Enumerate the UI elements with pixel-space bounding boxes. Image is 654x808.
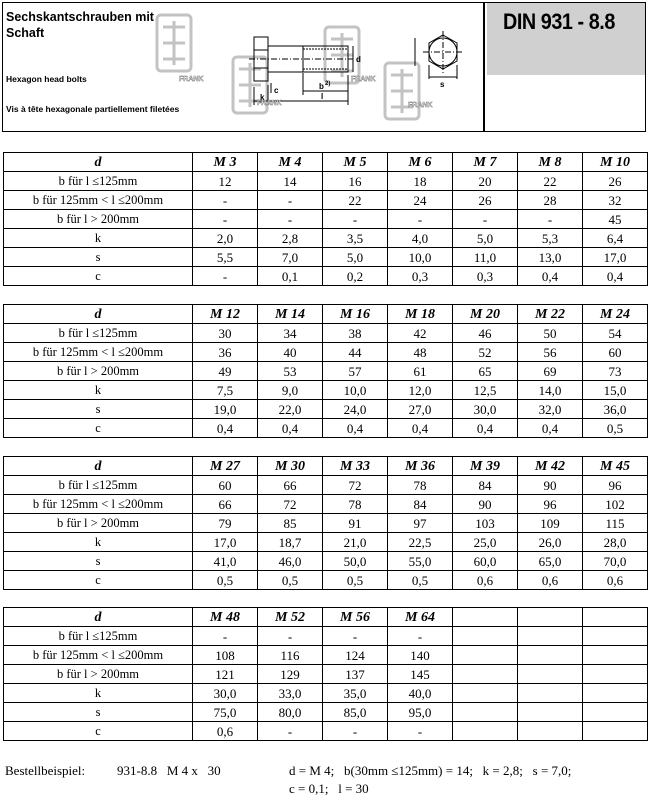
table-cell: 0,3 xyxy=(453,267,518,286)
row-label: s xyxy=(4,400,193,419)
table-cell: 84 xyxy=(453,476,518,495)
table-cell: 90 xyxy=(453,495,518,514)
table-cell: 24,0 xyxy=(323,400,388,419)
table-cell: 0,5 xyxy=(193,571,258,590)
row-label: k xyxy=(4,533,193,552)
title-english: Hexagon head bolts xyxy=(6,74,87,84)
table-cell: 6,4 xyxy=(583,229,648,248)
table-cell: - xyxy=(193,191,258,210)
table-cell: 34 xyxy=(258,324,323,343)
table-cell: 7,0 xyxy=(258,248,323,267)
table-cell xyxy=(583,684,648,703)
table-row xyxy=(4,514,648,533)
table-cell: 60 xyxy=(583,343,648,362)
table-cell: 3,5 xyxy=(323,229,388,248)
table-cell: 57 xyxy=(323,362,388,381)
table-cell xyxy=(453,665,518,684)
table-cell: 0,5 xyxy=(323,571,388,590)
table-cell: 17,0 xyxy=(193,533,258,552)
table-cell: 10,0 xyxy=(388,248,453,267)
table-cell xyxy=(518,722,583,741)
watermark-text: FRANK xyxy=(408,102,433,109)
row-label: b für 125mm < l ≤200mm xyxy=(4,191,193,210)
table-cell: 0,6 xyxy=(193,722,258,741)
table-cell: 0,4 xyxy=(323,419,388,438)
row-label: b für l > 200mm xyxy=(4,210,193,229)
row-label: b für l > 200mm xyxy=(4,665,193,684)
table-cell: 2,0 xyxy=(193,229,258,248)
table-cell: 124 xyxy=(323,646,388,665)
table-cell xyxy=(583,665,648,684)
column-header-size: M 7 xyxy=(453,153,518,172)
table-cell: - xyxy=(193,627,258,646)
watermark-text: FRANK xyxy=(257,100,282,107)
table-cell: 16 xyxy=(323,172,388,191)
row-label: b für 125mm < l ≤200mm xyxy=(4,343,193,362)
column-header-size: M 14 xyxy=(258,305,323,324)
table-cell: 17,0 xyxy=(583,248,648,267)
row-label: s xyxy=(4,248,193,267)
table-cell: 0,4 xyxy=(193,419,258,438)
column-header-size: M 45 xyxy=(583,457,648,476)
table-cell: 97 xyxy=(388,514,453,533)
table-cell: 72 xyxy=(258,495,323,514)
table-cell: 10,0 xyxy=(323,381,388,400)
table-cell: 46 xyxy=(453,324,518,343)
column-header-d: d xyxy=(4,457,193,476)
table-cell: 79 xyxy=(193,514,258,533)
column-header-d: d xyxy=(4,305,193,324)
table-cell: 5,3 xyxy=(518,229,583,248)
table-row xyxy=(4,400,648,419)
order-designation: 931-8.8 M 4 x 30 xyxy=(117,763,221,778)
table-cell: 11,0 xyxy=(453,248,518,267)
table-cell: 33,0 xyxy=(258,684,323,703)
table-cell: 14,0 xyxy=(518,381,583,400)
row-label: k xyxy=(4,381,193,400)
table-cell: 0,4 xyxy=(518,419,583,438)
table-cell: 22 xyxy=(518,172,583,191)
table-cell: 84 xyxy=(388,495,453,514)
table-row xyxy=(4,684,648,703)
table-cell: 35,0 xyxy=(323,684,388,703)
table-cell: 40 xyxy=(258,343,323,362)
table-cell: 66 xyxy=(193,495,258,514)
table-cell: 90 xyxy=(518,476,583,495)
standard-panel xyxy=(487,3,645,75)
table-cell: 80,0 xyxy=(258,703,323,722)
column-header-size: M 10 xyxy=(583,153,648,172)
column-header-size: M 27 xyxy=(193,457,258,476)
row-label: b für l ≤125mm xyxy=(4,324,193,343)
column-header-size: M 30 xyxy=(258,457,323,476)
row-label: b für l ≤125mm xyxy=(4,627,193,646)
table-cell: 73 xyxy=(583,362,648,381)
table-cell: 85 xyxy=(258,514,323,533)
column-header-size: M 16 xyxy=(323,305,388,324)
table-cell: 0,4 xyxy=(583,267,648,286)
row-label: b für l ≤125mm xyxy=(4,476,193,495)
table-cell: 116 xyxy=(258,646,323,665)
column-header-size: M 24 xyxy=(583,305,648,324)
table-row xyxy=(4,627,648,646)
table-cell: - xyxy=(388,722,453,741)
table-cell: 22,0 xyxy=(258,400,323,419)
row-label: s xyxy=(4,552,193,571)
dim-b-footnote: 2) xyxy=(325,81,331,87)
table-row xyxy=(4,495,648,514)
table-row xyxy=(4,210,648,229)
table-cell: 7,5 xyxy=(193,381,258,400)
table-cell xyxy=(518,703,583,722)
row-label: c xyxy=(4,722,193,741)
table-cell: 85,0 xyxy=(323,703,388,722)
table-cell: 22,5 xyxy=(388,533,453,552)
table-cell: 20 xyxy=(453,172,518,191)
column-header-size: M 6 xyxy=(388,153,453,172)
table-cell: 32,0 xyxy=(518,400,583,419)
table-cell: 5,0 xyxy=(323,248,388,267)
table-cell: 28,0 xyxy=(583,533,648,552)
row-label: c xyxy=(4,267,193,286)
table-row xyxy=(4,191,648,210)
row-label: b für l ≤125mm xyxy=(4,172,193,191)
table-header-row xyxy=(4,608,648,627)
row-label: k xyxy=(4,684,193,703)
table-cell: 40,0 xyxy=(388,684,453,703)
table-cell: 4,0 xyxy=(388,229,453,248)
table-cell: 56 xyxy=(518,343,583,362)
table-row xyxy=(4,248,648,267)
table-cell: 61 xyxy=(388,362,453,381)
dim-k-label: k xyxy=(260,93,265,102)
table-cell: 75,0 xyxy=(193,703,258,722)
dim-c-label: c xyxy=(274,86,279,95)
row-label: b für 125mm < l ≤200mm xyxy=(4,495,193,514)
dimension-table-3 xyxy=(3,456,648,590)
table-cell: - xyxy=(388,210,453,229)
table-cell: - xyxy=(258,627,323,646)
table-cell: - xyxy=(453,210,518,229)
table-cell: 32 xyxy=(583,191,648,210)
table-cell: 24 xyxy=(388,191,453,210)
table-cell: - xyxy=(258,722,323,741)
table-cell: 129 xyxy=(258,665,323,684)
dimension-table-2 xyxy=(3,304,648,438)
dim-b-label: b xyxy=(319,82,324,91)
table-cell: - xyxy=(388,627,453,646)
table-cell: 78 xyxy=(323,495,388,514)
column-header-size: M 20 xyxy=(453,305,518,324)
table-cell: 96 xyxy=(518,495,583,514)
table-row xyxy=(4,552,648,571)
table-cell: 30 xyxy=(193,324,258,343)
table-row xyxy=(4,267,648,286)
table-cell: 0,6 xyxy=(518,571,583,590)
table-cell: 0,5 xyxy=(583,419,648,438)
standard-number: DIN 931 - 8.8 xyxy=(503,9,615,34)
watermark-text: FRANK xyxy=(351,76,376,83)
table-cell: 26 xyxy=(583,172,648,191)
table-cell: 65,0 xyxy=(518,552,583,571)
table-cell xyxy=(583,646,648,665)
table-cell: 9,0 xyxy=(258,381,323,400)
table-cell: 0,6 xyxy=(583,571,648,590)
table-cell: 102 xyxy=(583,495,648,514)
table-cell: - xyxy=(258,210,323,229)
table-cell: 140 xyxy=(388,646,453,665)
table-cell: 13,0 xyxy=(518,248,583,267)
table-cell: 18,7 xyxy=(258,533,323,552)
table-cell: 26,0 xyxy=(518,533,583,552)
table-header-row xyxy=(4,305,648,324)
table-cell: 25,0 xyxy=(453,533,518,552)
order-example-label: Bestellbeispiel: xyxy=(5,763,86,778)
table-cell: 19,0 xyxy=(193,400,258,419)
table-cell: 0,2 xyxy=(323,267,388,286)
table-cell xyxy=(518,684,583,703)
column-header-size: M 56 xyxy=(323,608,388,627)
table-row xyxy=(4,419,648,438)
table-cell: - xyxy=(193,267,258,286)
row-label: c xyxy=(4,419,193,438)
row-label: k xyxy=(4,229,193,248)
table-cell: - xyxy=(323,627,388,646)
table-cell: 50 xyxy=(518,324,583,343)
table-cell xyxy=(583,627,648,646)
row-label: c xyxy=(4,571,193,590)
column-header-d: d xyxy=(4,608,193,627)
table-row xyxy=(4,646,648,665)
table-cell: 26 xyxy=(453,191,518,210)
table-cell: 50,0 xyxy=(323,552,388,571)
table-cell: 22 xyxy=(323,191,388,210)
table-cell: 70,0 xyxy=(583,552,648,571)
row-label: b für l > 200mm xyxy=(4,362,193,381)
table-cell: - xyxy=(258,191,323,210)
table-row xyxy=(4,571,648,590)
table-cell: 36,0 xyxy=(583,400,648,419)
table-row xyxy=(4,722,648,741)
table-cell: 49 xyxy=(193,362,258,381)
table-cell xyxy=(518,646,583,665)
dimension-table-4 xyxy=(3,607,648,741)
table-cell: 46,0 xyxy=(258,552,323,571)
table-cell: 30,0 xyxy=(453,400,518,419)
dim-s-label: s xyxy=(440,80,445,89)
table-cell: 12,0 xyxy=(388,381,453,400)
column-header-size: M 22 xyxy=(518,305,583,324)
column-header-size: M 3 xyxy=(193,153,258,172)
table-cell xyxy=(518,665,583,684)
table-cell: 18 xyxy=(388,172,453,191)
row-label: s xyxy=(4,703,193,722)
column-header-size: M 52 xyxy=(258,608,323,627)
table-cell: - xyxy=(323,722,388,741)
row-label: b für l > 200mm xyxy=(4,514,193,533)
table-cell: 52 xyxy=(453,343,518,362)
header-title-panel xyxy=(3,3,485,131)
table-row xyxy=(4,172,648,191)
column-header-size: M 64 xyxy=(388,608,453,627)
table-row xyxy=(4,533,648,552)
dimension-table-1 xyxy=(3,152,648,286)
table-cell xyxy=(518,627,583,646)
table-cell: 0,1 xyxy=(258,267,323,286)
table-row xyxy=(4,381,648,400)
table-cell: - xyxy=(518,210,583,229)
table-row xyxy=(4,324,648,343)
table-cell: 45 xyxy=(583,210,648,229)
table-cell xyxy=(453,627,518,646)
table-cell: 65 xyxy=(453,362,518,381)
table-cell: 108 xyxy=(193,646,258,665)
table-cell: 96 xyxy=(583,476,648,495)
table-header-row xyxy=(4,457,648,476)
table-cell: 5,5 xyxy=(193,248,258,267)
table-cell: 42 xyxy=(388,324,453,343)
table-cell: 72 xyxy=(323,476,388,495)
column-header-size xyxy=(518,608,583,627)
table-cell xyxy=(453,684,518,703)
table-cell: 44 xyxy=(323,343,388,362)
table-row xyxy=(4,476,648,495)
table-cell: 69 xyxy=(518,362,583,381)
table-cell: 2,8 xyxy=(258,229,323,248)
column-header-size xyxy=(583,608,648,627)
table-cell: 0,4 xyxy=(258,419,323,438)
table-cell: 95,0 xyxy=(388,703,453,722)
table-row xyxy=(4,665,648,684)
table-cell: 38 xyxy=(323,324,388,343)
table-cell: 14 xyxy=(258,172,323,191)
table-cell: 137 xyxy=(323,665,388,684)
table-cell: 91 xyxy=(323,514,388,533)
table-cell: 54 xyxy=(583,324,648,343)
table-cell: 115 xyxy=(583,514,648,533)
table-row xyxy=(4,362,648,381)
table-cell: 28 xyxy=(518,191,583,210)
table-cell: 0,3 xyxy=(388,267,453,286)
column-header-size: M 42 xyxy=(518,457,583,476)
title-german: Sechskantschrauben mit Schaft xyxy=(6,10,154,40)
table-cell: 66 xyxy=(258,476,323,495)
dim-l-label: l xyxy=(321,92,324,101)
table-cell: 41,0 xyxy=(193,552,258,571)
table-cell xyxy=(453,722,518,741)
table-cell xyxy=(453,646,518,665)
table-cell: 103 xyxy=(453,514,518,533)
table-cell: 55,0 xyxy=(388,552,453,571)
table-cell: 12 xyxy=(193,172,258,191)
table-cell: - xyxy=(323,210,388,229)
table-cell: 121 xyxy=(193,665,258,684)
table-cell: 0,4 xyxy=(388,419,453,438)
column-header-size xyxy=(453,608,518,627)
column-header-size: M 33 xyxy=(323,457,388,476)
dim-d-label: d xyxy=(356,55,361,64)
table-cell xyxy=(583,703,648,722)
bolt-side-view xyxy=(249,31,463,105)
table-cell: 0,5 xyxy=(258,571,323,590)
table-cell: 109 xyxy=(518,514,583,533)
table-cell: 27,0 xyxy=(388,400,453,419)
table-row xyxy=(4,703,648,722)
table-cell: 0,4 xyxy=(453,419,518,438)
table-cell: - xyxy=(193,210,258,229)
column-header-size: M 8 xyxy=(518,153,583,172)
table-cell xyxy=(583,722,648,741)
table-cell xyxy=(453,703,518,722)
table-cell: 78 xyxy=(388,476,453,495)
table-cell: 15,0 xyxy=(583,381,648,400)
table-row xyxy=(4,229,648,248)
table-cell: 0,4 xyxy=(518,267,583,286)
table-cell: 60,0 xyxy=(453,552,518,571)
column-header-size: M 36 xyxy=(388,457,453,476)
watermark-text: FRANK xyxy=(179,76,204,83)
frank-logo-watermark xyxy=(157,15,419,119)
row-label: b für 125mm < l ≤200mm xyxy=(4,646,193,665)
column-header-size: M 4 xyxy=(258,153,323,172)
order-values-line-1: d = M 4; b(30mm ≤125mm) = 14; k = 2,8; s = 7,0; xyxy=(289,763,572,778)
bolt-drawing xyxy=(153,7,483,131)
table-cell: 0,6 xyxy=(453,571,518,590)
table-header-row xyxy=(4,153,648,172)
document-header xyxy=(2,2,646,132)
column-header-size: M 12 xyxy=(193,305,258,324)
table-row xyxy=(4,343,648,362)
table-cell: 0,5 xyxy=(388,571,453,590)
table-cell: 5,0 xyxy=(453,229,518,248)
column-header-size: M 39 xyxy=(453,457,518,476)
table-cell: 60 xyxy=(193,476,258,495)
column-header-size: M 5 xyxy=(323,153,388,172)
column-header-size: M 48 xyxy=(193,608,258,627)
column-header-d: d xyxy=(4,153,193,172)
table-cell: 12,5 xyxy=(453,381,518,400)
table-cell: 36 xyxy=(193,343,258,362)
title-french: Vis à tête hexagonale partiellement filetées xyxy=(6,104,180,114)
table-cell: 21,0 xyxy=(323,533,388,552)
table-cell: 145 xyxy=(388,665,453,684)
table-cell: 30,0 xyxy=(193,684,258,703)
table-cell: 53 xyxy=(258,362,323,381)
column-header-size: M 18 xyxy=(388,305,453,324)
order-values-line-2: c = 0,1; l = 30 xyxy=(289,781,369,796)
table-cell: 48 xyxy=(388,343,453,362)
